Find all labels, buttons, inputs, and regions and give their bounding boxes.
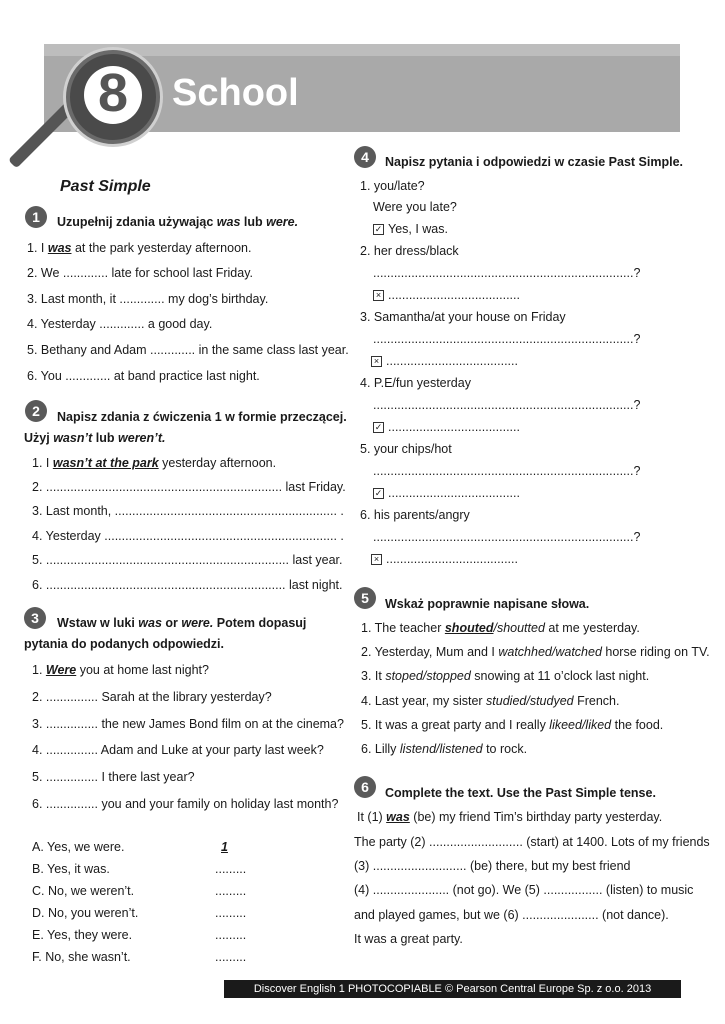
exercise-3-question: 4. ............... Adam and Luke at your party last week?: [32, 743, 324, 757]
exercise-2-item: 1. I wasn’t at the park yesterday afternoon.: [32, 456, 277, 470]
exercise-3-match: .........: [215, 884, 247, 898]
exercise-4-example-answer: ✓ Yes, I was.: [374, 222, 448, 236]
header-banner-stripe: [44, 44, 680, 56]
exercise-5-item: 1. The teacher shouted/shoutted at me yesterday.: [361, 621, 640, 635]
cross-icon: ×: [371, 356, 382, 367]
exercise-3-match: 1: [221, 840, 228, 854]
exercise-4-example-question: Were you late?: [373, 200, 457, 214]
check-icon: ✓: [374, 488, 383, 499]
exercise-6-text-line: (4) ...................... (not go). We (5) ................. (listen) to music: [354, 883, 694, 897]
exercise-4-prompt: 2. her dress/black: [360, 244, 459, 258]
exercise-2-number: 2: [25, 400, 47, 422]
exercise-2-instruction: Napisz zdania z ćwiczenia 1 w formie przeczącej.: [57, 410, 347, 424]
exercise-3-question: 3. ............... the new James Bond film on at the cinema?: [32, 717, 344, 731]
exercise-3-answer: C. No, we weren’t.: [32, 884, 135, 898]
exercise-4-question-line: ...........................................................................?: [373, 398, 641, 412]
exercise-1-item: 4. Yesterday ............. a good day.: [27, 317, 213, 331]
exercise-1-item: 3. Last month, it ............. my dog’s birthday.: [27, 292, 269, 306]
exercise-6-number: 6: [354, 776, 376, 798]
exercise-4-answer-line: × ......................................: [373, 288, 520, 302]
exercise-2-instruction-line2: Użyj wasn’t lub weren’t.: [24, 431, 166, 445]
exercise-4-answer-line: × ......................................: [371, 552, 518, 566]
exercise-4-question-line: ...........................................................................?: [373, 332, 641, 346]
exercise-5-item: 5. It was a great party and I really likeed/liked the food.: [361, 718, 664, 732]
check-icon: ✓: [374, 422, 383, 433]
exercise-4-answer-line: × ......................................: [371, 354, 518, 368]
exercise-4-prompt: 4. P.E/fun yesterday: [360, 376, 471, 390]
exercise-4-answer-line: ✓ ......................................: [374, 420, 520, 434]
page-title: School: [172, 72, 299, 114]
exercise-6-instruction: Complete the text. Use the Past Simple tense.: [385, 786, 656, 800]
exercise-1-instruction: Uzupełnij zdania używając was lub were.: [57, 215, 299, 229]
exercise-4-prompt: 6. his parents/angry: [360, 508, 470, 522]
exercise-4-number: 4: [354, 146, 376, 168]
exercise-1-item: 2. We ............. late for school last Friday.: [27, 266, 254, 280]
exercise-3-answer: A. Yes, we were.: [32, 840, 125, 854]
exercise-3-question: 2. ............... Sarah at the library yesterday?: [32, 690, 272, 704]
exercise-4-question-line: ...........................................................................?: [373, 530, 641, 544]
exercise-3-match: .........: [215, 928, 247, 942]
exercise-3-answer: E. Yes, they were.: [32, 928, 133, 942]
exercise-5-item: 2. Yesterday, Mum and I watchhed/watched horse riding on TV.: [361, 645, 710, 659]
exercise-5-item: 4. Last year, my sister studied/studyed French.: [361, 694, 620, 708]
exercise-3-question: 5. ............... I there last year?: [32, 770, 195, 784]
exercise-1-item: 5. Bethany and Adam ............. in the same class last year.: [27, 343, 349, 357]
exercise-6-text-line: It (1) was (be) my friend Tim’s birthday party yesterday.: [357, 810, 663, 824]
exercise-4-prompt: 3. Samantha/at your house on Friday: [360, 310, 566, 324]
exercise-2-item: 2. .................................................................... last Friday.: [32, 480, 346, 494]
exercise-6-text-line: It was a great party.: [354, 932, 463, 946]
exercise-4-prompt: 1. you/late?: [360, 179, 425, 193]
exercise-4-answer-line: ✓ ......................................: [374, 486, 520, 500]
exercise-2-item: 3. Last month, ................................................................ .: [32, 504, 344, 518]
exercise-3-number: 3: [24, 607, 46, 629]
exercise-3-answer: D. No, you weren’t.: [32, 906, 139, 920]
unit-number: 8: [97, 63, 129, 123]
cross-icon: ×: [371, 554, 382, 565]
exercise-6-text-line: and played games, but we (6) ...................... (not dance).: [354, 908, 669, 922]
exercise-3-answer: F. No, she wasn’t.: [32, 950, 131, 964]
exercise-6-text-line: (3) ........................... (be) there, but my best friend: [354, 859, 631, 873]
exercise-4-question-line: ...........................................................................?: [373, 464, 641, 478]
exercise-3-match: .........: [215, 950, 247, 964]
exercise-5-item: 6. Lilly listend/listened to rock.: [361, 742, 528, 756]
exercise-2-item: 4. Yesterday ................................................................... .: [32, 529, 344, 543]
exercise-5-number: 5: [354, 587, 376, 609]
exercise-3-question: 1. Were you at home last night?: [32, 663, 209, 677]
copyright-footer: Discover English 1 PHOTOCOPIABLE © Pearson Central Europe Sp. z o.o. 2013: [224, 980, 681, 998]
exercise-5-instruction: Wskaż poprawnie napisane słowa.: [385, 597, 590, 611]
exercise-3-match: .........: [215, 862, 247, 876]
exercise-3-answer: B. Yes, it was.: [32, 862, 110, 876]
exercise-4-prompt: 5. your chips/hot: [360, 442, 452, 456]
check-icon: ✓: [374, 224, 383, 235]
exercise-4-instruction: Napisz pytania i odpowiedzi w czasie Past Simple.: [385, 155, 683, 169]
exercise-3-question: 6. ............... you and your family on holiday last month?: [32, 797, 339, 811]
exercise-4-question-line: ...........................................................................?: [373, 266, 641, 280]
exercise-2-item: 5. ...................................................................... last year.: [32, 553, 343, 567]
exercise-1-item: 1. I was at the park yesterday afternoon.: [27, 241, 252, 255]
exercise-3-instruction-line2: pytania do podanych odpowiedzi.: [24, 637, 225, 651]
exercise-5-item: 3. It stoped/stopped snowing at 11 o’clock last night.: [361, 669, 650, 683]
cross-icon: ×: [373, 290, 384, 301]
exercise-1-number: 1: [25, 206, 47, 228]
exercise-3-instruction: Wstaw w luki was or were. Potem dopasuj: [57, 616, 307, 630]
exercise-2-item: 6. ..................................................................... last night.: [32, 578, 343, 592]
exercise-1-item: 6. You ............. at band practice last night.: [27, 369, 260, 383]
exercise-3-match: .........: [215, 906, 247, 920]
exercise-6-text-line: The party (2) ........................... (start) at 1400. Lots of my friends: [354, 835, 710, 849]
page-subtitle: Past Simple: [60, 178, 151, 195]
